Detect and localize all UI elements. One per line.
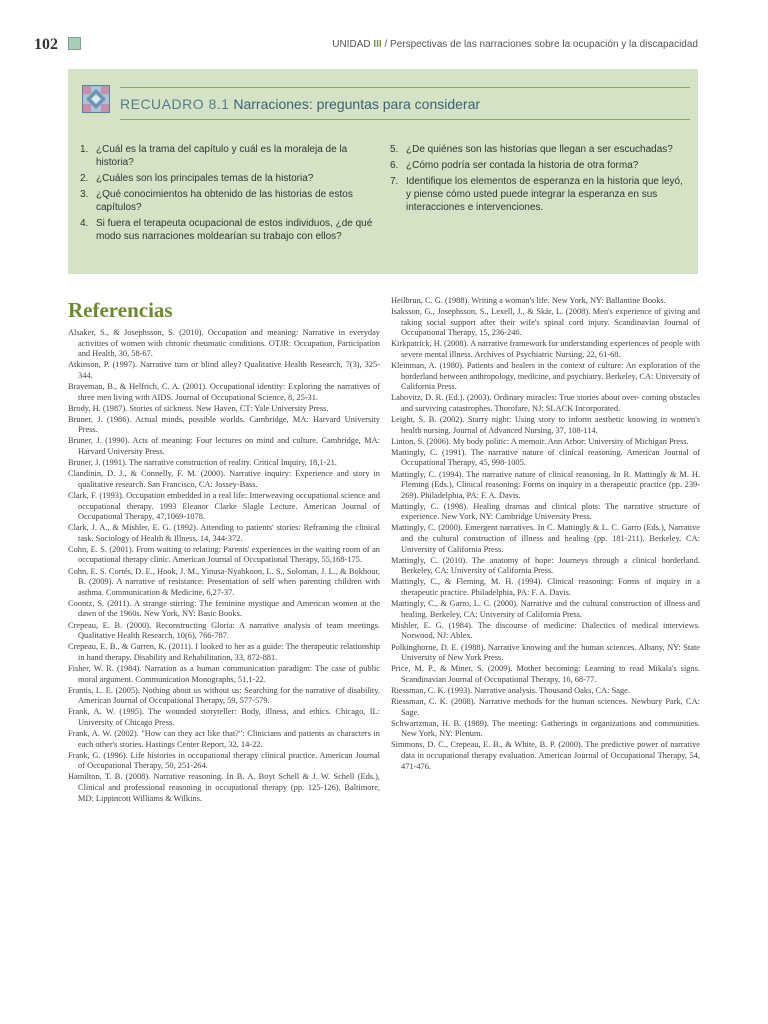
reference-entry: Frank, A. W. (2002). "How can they act like that?": Clinicians and patients as characters in each other's stories. Hastings Center Report, 32, 14-22. bbox=[68, 728, 380, 749]
question-list-left bbox=[80, 143, 375, 246]
box-label: RECUADRO 8.1 bbox=[120, 96, 230, 112]
reference-entry: Price, M. P., & Miner, S. (2009). Mother becoming: Learning to read Mikala's signs. Scandinavian Journal of Occupational Therapy, 16, 68-77. bbox=[391, 664, 700, 684]
reference-entry: Braveman, B., & Helfrich, C. A. (2001). Occupational identity: Exploring the narratives of three men living with AIDS. Journal of Occupational Science, 8, 25-31. bbox=[68, 381, 380, 402]
reference-entry: Frank, G. (1996). Life histories in occupational therapy clinical practice. American Journal of Occupational Therapy, 50, 251-264. bbox=[68, 750, 380, 771]
unit-number: III bbox=[373, 39, 382, 50]
reference-entry: Bruner, J. (1991). The narrative construction of reality. Critical Inquiry, 18,1-21. bbox=[68, 458, 337, 468]
reference-entry: Riessman, C. K. (1993). Narrative analysis. Thousand Oaks, CA: Sage. bbox=[391, 685, 630, 695]
question-item: 7. Identifique los elementos de esperanza en la historia que leyó, y piense cómo usted puede integrar la esperanza en sus interacciones e intervenciones. bbox=[390, 176, 683, 213]
reference-entry: Cohn, E. S. (2001). From waiting to relating: Parents' experiences in the waiting room of an occupational therapy clinic. American Journal of Occupational Therapy, 55,168-175. bbox=[68, 544, 380, 565]
box-rule-bottom bbox=[120, 119, 690, 120]
reference-entry: Polkinghorne, D. E. (1988). Narrative knowing and the human sciences. Albany, NY: State University of New York Press. bbox=[391, 642, 700, 663]
reference-entry: Mattingly, C., & Fleming, M. H. (1994). Clinical reasoning: Forms of inquiry in a therapeutic practice. Philadelphia, PA: F. A. Davis. bbox=[391, 577, 700, 598]
question-item: 4. Si fuera el terapeuta ocupacional de estos individuos, ¿de qué modo sus narraciones moldearían su trabajo con ellos? bbox=[80, 218, 373, 242]
reference-entry: Isaksson, G., Josephsson, S., Lexell, J., & Skär, L. (2008). Men's experience of giving and taking social support after their wife's spinal cord injury. Scandinavian Journal of Occupational Therapy, 15, 236-246. bbox=[391, 307, 700, 338]
reference-entry: Kirkpatrick, H. (2008). A narrative framework for understanding experiences of people with severe mental illness. Archives of Psychiatric Nursing, 22, 61-68. bbox=[391, 339, 700, 359]
question-item: 5. ¿De quiénes son las historias que llegan a ser escuchadas? bbox=[390, 144, 673, 155]
reference-entry: Bruner, J. (1990). Acts of meaning: Four lectures on mind and culture. Cambridge, MA: Harvard University Press. bbox=[68, 436, 380, 457]
reference-entry: Hamilton, T. B. (2008). Narrative reasoning. In B. A. Boyt Schell & J. W. Schell (Eds.), Clinical and professional reasoning in occupational therapy (pp. 125-126). Baltimore, MD: Lippincott Williams & Wilkins. bbox=[68, 772, 380, 803]
box-title-text: Narraciones: preguntas para considerar bbox=[229, 96, 481, 112]
reference-entry: Mattingly, C. (2000). Emergent narratives. In C. Mattingly & L. C. Garro (Eds.), Narrative and the cultural construction of illness and healing (pp. 181-211). Berkeley, CA: University of California Press. bbox=[391, 523, 700, 554]
reference-entry: Frank, A. W. (1995). The wounded storyteller: Body, illness, and ethics. Chicago, IL: University of Chicago Press. bbox=[68, 707, 380, 727]
reference-entry: Schwartzman, H. B. (1989). The meeting: Gatherings in organizations and communities. New York, NY: Plenum. bbox=[391, 718, 700, 739]
question-item: 3. ¿Qué conocimientos ha obtenido de las historias de estos capítulos? bbox=[80, 189, 353, 213]
reference-entry: Clandinin, D. J., & Connelly, F. M. (2000). Narrative inquiry: Experience and story in qualitative research. San Francisco, CA: Jossey-Bass. bbox=[68, 469, 380, 489]
reference-entry: Mattingly, C., & Garro, L. C. (2000). Narrative and the cultural construction of illness and healing. Berkeley, CA: University of California Press. bbox=[391, 599, 700, 619]
reference-entry: Kleinman, A. (1980). Patients and healers in the context of culture: An exploration of the borderland between anthropology, medicine, and psychiatry. Berkeley, CA: University of California Press. bbox=[391, 361, 700, 392]
reference-entry: Linton, S. (2006). My body politic: A memoir. Ann Arbor: University of Michigan Press. bbox=[391, 436, 689, 446]
question-list-right bbox=[390, 143, 690, 217]
reference-entry: Crepeau, E. B. (2000). Reconstructing Gloria: A narrative analysis of team meetings. Qualitative Health Research, 10(6), 766-787. bbox=[68, 620, 380, 641]
reference-entry: Fisher, W. R. (1984). Narration as a human communication paradigm: The case of public moral argument. Communication Monographs, 51,1-22. bbox=[68, 663, 380, 684]
reference-entry: Mattingly, C. (1998). Healing dramas and clinical plots: The narrative structure of experience. New York, NY: Cambridge University Press. bbox=[391, 501, 700, 522]
square-marker-icon bbox=[68, 37, 81, 50]
reference-entry: Atkinson, P. (1997). Narrative turn or blind alley? Qualitative Health Research, 7(3), 325-344. bbox=[68, 360, 380, 380]
quilt-pattern-icon bbox=[82, 85, 110, 113]
reference-entry: Leight, S. B. (2002). Starry night: Using story to inform aesthetic knowing in women's health nursing. Journal of Advanced Nursing, 37, 108-114. bbox=[391, 415, 700, 435]
reference-entry: Alsaker, S., & Josephsson, S. (2010). Occupation and meaning: Narrative in everyday activities of women with chronic rheumatic conditions. OTJR: Occupation, Participation and Health, 30, 58-67. bbox=[68, 328, 380, 359]
box-title bbox=[120, 96, 480, 112]
reference-entry: Mattingly, C. (2010). The anatomy of hope: Journeys through a clinical borderland. Berkeley, CA: University of California Press. bbox=[391, 555, 700, 576]
reference-entry: Labovitz, D. R. (Ed.). (2003). Ordinary miracles: True stories about over- coming obstacles and surviving catastrophes. Thorofare, NJ: SLACK Incorporated. bbox=[391, 393, 700, 413]
references-column-right bbox=[391, 296, 700, 773]
reference-entry: Mattingly, C. (1991). The narrative nature of clinical reasoning. American Journal of Occupational Therapy, 45, 998-1005. bbox=[391, 447, 700, 468]
reference-entry: Heilbrun, C. G. (1988). Writing a woman's life. New York, NY: Ballantine Books. bbox=[391, 296, 666, 305]
reference-entry: Cohn, E. S. Cortés, D. E., Hook, J. M., Yinusa-Nyahkoon, L. S., Soloman, J. L., & Bokhour, B. (2009). A narrative of resistance: Presentation of self when parenting children with asthma. Communication & Medicine, 6,27-37. bbox=[68, 566, 380, 597]
reference-entry: Mishler, E. G. (1984). The discourse of medicine: Dialectics of medical interviews. Norwood, NJ: Ablex. bbox=[391, 620, 700, 641]
page-number: 102 bbox=[34, 36, 58, 53]
reference-entry: Clark, J. A., & Mishler, E. G. (1992). Attending to patients' stories: Reframing the clinical task. Sociology of Health & Illness, 14, 344-372. bbox=[68, 523, 380, 543]
reference-entry: Riessman, C. K. (2008). Narrative methods for the human sciences. Newbury Park, CA: Sage. bbox=[391, 696, 700, 717]
running-title: / Perspectivas de las narraciones sobre la ocupación y la discapacidad bbox=[381, 39, 698, 50]
reference-entry: Bruner, J. (1986). Actual minds, possible worlds. Cambridge, MA: Harvard University Press. bbox=[68, 414, 380, 435]
recuadro-box bbox=[68, 69, 698, 274]
references-column-left bbox=[68, 328, 380, 805]
question-item: 2. ¿Cuáles son los principales temas de la historia? bbox=[80, 173, 314, 184]
question-item: 6. ¿Cómo podría ser contada la historia de otra forma? bbox=[390, 160, 639, 171]
box-rule-top bbox=[120, 87, 690, 88]
reference-entry: Clark, F. (1993). Occupation embedded in a real life: Interweaving occupational science and occupational therapy. 1993 Eleanor Clarke Slagle Lecture. American Journal of Occupational Therapy, 47,1069-1078. bbox=[68, 490, 380, 522]
reference-entry: Mattingly, C. (1994). The narrative nature of clinical reasoning. In R. Mattingly & M. H. Fleming (Eds.), Clinical reasoning: Forms on inquiry in a therapeutic practice (pp. 239-269). Philadelphia, PA: F. A. Davis. bbox=[391, 469, 700, 500]
reference-entry: Crepeau, E. B., & Garren, K. (2011). I looked to her as a guide: The therapeutic relationship in hand therapy. Disability and Rehabilitation, 33, 872-881. bbox=[68, 642, 380, 662]
question-item: 1. ¿Cuál es la trama del capítulo y cuál es la moraleja de la historia? bbox=[80, 144, 348, 168]
reference-entry: Frantis, L. E. (2005). Nothing about us without us: Searching for the narrative of disability. American Journal of Occupational Therapy, 59, 577-579. bbox=[68, 685, 380, 706]
page-header bbox=[0, 36, 768, 58]
reference-entry: Brody, H. (1987). Stories of sickness. New Haven, CT: Yale University Press. bbox=[68, 403, 329, 413]
references-heading: Referencias bbox=[68, 298, 173, 322]
reference-entry: Coontz, S. (2011). A strange stirring: The feminine mystique and American women at the dawn of the 1960s. New York, NY: Basic Books. bbox=[68, 598, 380, 619]
reference-entry: Simmons, D. C., Crepeau, E. B., & White, B. P. (2000). The predictive power of narrative data in occupational therapy evaluation. American Journal of Occupational Therapy, 54, 471-476. bbox=[391, 740, 700, 771]
unit-label: UNIDAD bbox=[332, 39, 371, 50]
running-head bbox=[332, 39, 698, 50]
